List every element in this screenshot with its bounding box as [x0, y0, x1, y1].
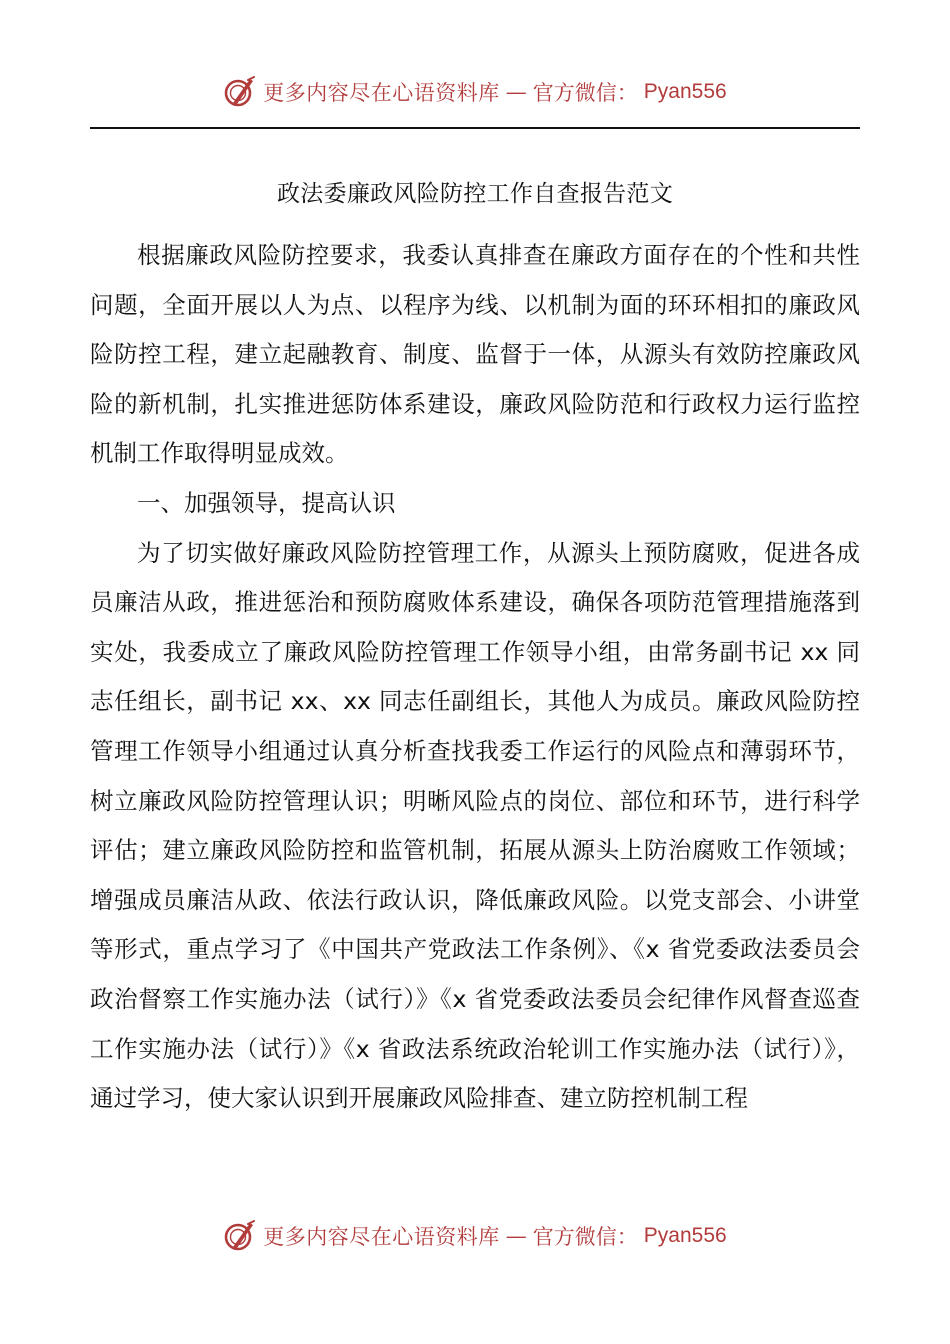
quill-pen-logo-icon	[223, 75, 257, 109]
paragraph-section-1: 为了切实做好廉政风险防控管理工作，从源头上预防腐败，促进各成员廉洁从政，推进惩治和预防腐败体系建设，确保各项防范管理措施落到实处，我委成立了廉政风险防控管理工作领导小组，由常务副书记 xx 同志任组长，副书记 xx、xx 同志任副组长，其他人为成员。廉政风险防控管理工作领导小组通过认真分析查找我委工作运行的风险点和薄弱环节，树立廉政风险防控管理认识；明晰风险点的岗位、部位和环节，进行科学评估；建立廉政风险防控和监管机制，拓展从源头上防治腐败工作领域；增强成员廉洁从政、依法行政认识，降低廉政风险。以党支部会、小讲堂等形式，重点学习了《中国共产党政法工作条例》、《x 省党委政法委员会政治督察工作实施办法（试行）》《x 省党委政法委员会纪律作风督查巡查工作实施办法（试行）》《x 省政法系统政治轮训工作实施办法（试行）》，通过学习，使大家认识到开展廉政风险排查、建立防控机制工程	[90, 538, 860, 1113]
brand-banner	[223, 75, 726, 109]
wechat-id: Pyan556	[643, 80, 727, 103]
brand-separator: —	[505, 80, 527, 104]
page-header	[0, 72, 950, 112]
brand-site-text: 更多内容尽在心语资料库	[263, 81, 500, 105]
quill-pen-logo-icon	[223, 1219, 257, 1253]
paragraph-intro: 根据廉政风险防控要求，我委认真排查在廉政方面存在的个性和共性问题，全面开展以人为点、以程序为线、以机制为面的环环相扣的廉政风险防控工程，建立起融教育、制度、监督于一体，从源头有效防控廉政风险的新机制，扎实推进惩防体系建设，廉政风险防范和行政权力运行监控机制工作取得明显成效。	[90, 241, 860, 468]
wechat-id: Pyan556	[643, 1224, 727, 1247]
wechat-label: 官方微信：	[532, 1225, 638, 1249]
section-heading-1: 一、加强领导，提高认识	[137, 488, 396, 517]
document-body	[90, 231, 860, 1124]
brand-site-text: 更多内容尽在心语资料库	[263, 1225, 500, 1249]
brand-banner-footer	[223, 1219, 726, 1253]
document-title: 政法委廉政风险防控工作自查报告范文	[276, 181, 674, 207]
brand-separator: —	[505, 1224, 527, 1248]
header-divider	[90, 127, 860, 129]
page-footer	[0, 1216, 950, 1256]
wechat-label: 官方微信：	[532, 81, 638, 105]
